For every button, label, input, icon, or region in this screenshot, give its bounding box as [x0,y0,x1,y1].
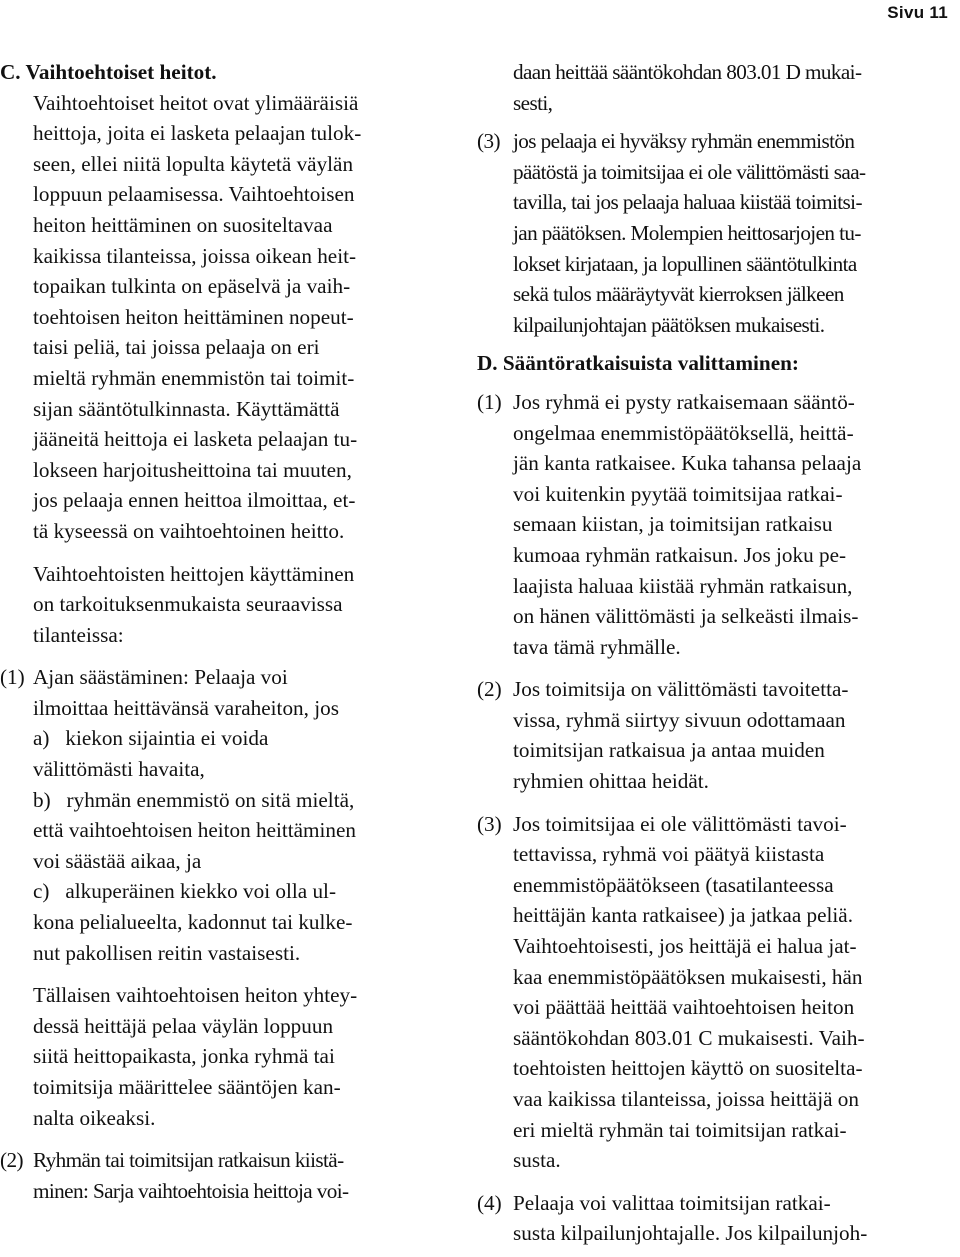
section-d-item-3 [477,809,955,1176]
text-line: susta kilpailunjohtajalle. Jos kilpailunjoh- [513,1221,868,1246]
section-d-item-4 [477,1188,955,1249]
text-line: Jos toimitsijaa ei ole välittömästi tavoi- [513,811,847,836]
text-line: jääneitä heittoja ei lasketa pelaajan tu- [33,427,358,452]
text-line: siitä heittopaikasta, jonka ryhmä tai [33,1044,335,1069]
section-d-item-1-text [513,390,861,659]
text-line: Vaihtoehtoisesti, jos heittäjä ei halua jat- [513,934,857,959]
list-item-1 [0,662,420,968]
text-line: ongelmaa enemmistöpäätöksellä, heittä- [513,420,854,445]
text-line: on tarkoituksenmukaista seuraavissa [33,592,343,617]
text-line: jan päätöksen. Molempien heittosarjojen tu- [513,220,861,245]
text-line: kaa enemmistöpäätöksen mukaisesti, hän [513,964,863,989]
text-line: loppuun pelaamisessa. Vaihtoehtoisen [33,182,355,207]
text-line: eri mieltä ryhmän tai toimitsijan ratkai- [513,1117,847,1142]
text-line: voi päättää heittää vaihtoehtoisen heiton [513,995,855,1020]
text-line: voi kuitenkin pyytää toimitsijaa ratkai- [513,481,843,506]
text-line: lokseen harjoitusheittoina tai muuten, [33,457,352,482]
text-line: susta. [513,1148,561,1173]
text-line: Jos ryhmä ei pysty ratkaisemaan sääntö- [513,389,855,414]
text-line: voi säästää aikaa, ja [33,848,202,873]
right-column [477,57,955,1249]
text-line: tettavissa, ryhmä voi päätyä kiistasta [513,842,825,867]
section-d-item-2-text [513,677,848,793]
text-line: sääntökohdan 803.01 C mukaisesti. Vaih- [513,1025,865,1050]
section-d-item-4-text [513,1191,867,1246]
text-line: c) alkuperäinen kiekko voi olla ul- [33,879,336,904]
list-item-number: (2) [477,677,502,702]
text-line: Pelaaja voi valittaa toimitsijan ratkai- [513,1190,831,1215]
list-item-1-text [33,665,339,720]
list-item-2 [0,1145,420,1206]
text-line: toehtoisten heittojen käyttö on suositelta- [513,1056,863,1081]
text-line: nalta oikeaksi. [33,1105,156,1130]
text-line: toimitsija määrittelee sääntöjen kan- [33,1075,341,1099]
text-line: tilanteissa: [33,622,124,647]
list-item-2-text [33,1148,349,1203]
text-line: tavilla, tai jos pelaaja haluaa kiistää toimitsi- [513,190,862,215]
section-c-intro [0,88,420,547]
text-line: Vaihtoehtoisten heittojen käyttäminen [33,561,355,586]
text-line: ilmoittaa heittävänsä varaheiton, jos [33,695,339,720]
text-line: b) ryhmän enemmistö on sitä mieltä, [33,787,355,812]
text-line: kona pelialueelta, kadonnut tai kulke- [33,910,353,935]
list-item-number: (1) [0,665,25,690]
list-item-number: (1) [477,389,502,414]
text-line: a) kiekon sijaintia ei voida [33,726,269,751]
text-line: seen, ellei niitä lopulta käytetä väylän [33,151,354,176]
text-line: heiton heittäminen on suositeltavaa [33,212,333,237]
text-line: jän kanta ratkaisee. Kuka tahansa pelaaja [513,451,862,476]
sub-item-b [33,785,420,877]
text-line: kaikissa tilanteissa, joissa oikean heit- [33,243,357,268]
text-line: sijan sääntötulkinnasta. Käyttämättä [33,396,340,421]
text-line: heittoja, joita ei lasketa pelaajan tulok- [33,121,362,146]
text-line: laajista haluaa kiistää ryhmän ratkaisun, [513,573,853,598]
text-line: Jos toimitsija on välittömästi tavoitetta- [513,677,849,702]
text-line: vaa kaikissa tilanteissa, joissa heittäjä on [513,1087,859,1111]
text-line: dessä heittäjä pelaa väylän loppuun [33,1013,334,1038]
text-line: Ryhmän tai toimitsijan ratkaisun kiistä- [33,1148,344,1173]
section-d-item-1 [477,387,955,662]
text-line: minen: Sarja vaihtoehtoisia heittoja voi- [33,1178,349,1203]
text-line: tä kyseessä on vaihtoehtoinen heitto. [33,518,345,543]
text-line: heittäjän kanta ratkaisee) ja jatkaa peliä. [513,903,853,928]
text-line: lokset kirjataan, ja lopullinen sääntötulkinta [513,251,857,276]
section-c-usage-intro [0,559,420,651]
sub-item-c [33,876,420,968]
text-line: nut pakollisen reitin vastaisesti. [33,940,301,965]
text-line: jos pelaaja ei hyväksy ryhmän enemmistön [513,129,855,154]
text-line: välittömästi havaita, [33,757,205,782]
list-item-3 [477,126,955,340]
section-d-item-3-text [513,812,865,1173]
text-line: jos pelaaja ennen heittoa ilmoittaa, et- [33,488,356,513]
section-c-heading: C. Vaihtoehtoiset heitot. [0,60,217,84]
list-item-3-text [513,129,865,337]
text-line: että vaihtoehtoisen heiton heittäminen [33,818,357,843]
text-line: sesti, [513,90,553,115]
text-line: kilpailunjohtajan päätöksen mukaisesti. [513,312,825,337]
text-line: toehtoisen heiton heittäminen nopeut- [33,304,354,329]
text-line: topaikan tulkinta on epäselvä ja vaih- [33,274,351,299]
text-line: enemmistöpäätökseen (tasatilanteessa [513,872,834,897]
page-number: Sivu 11 [887,3,948,22]
text-line: kumoaa ryhmän ratkaisun. Jos joku pe- [513,542,847,567]
text-line: sekä tulos määräytyvät kierroksen jälkeen [513,282,844,307]
list-item-number: (2) [0,1148,23,1173]
text-line: toimitsijan ratkaisua ja antaa muiden [513,738,825,763]
text-line: päätöstä ja toimitsijaa ei ole välittömästi saa- [513,159,866,184]
list-item-number: (3) [477,811,502,836]
text-line: on hänen välittömästi ja selkeästi ilmais- [513,604,859,629]
section-d-item-2 [477,674,955,796]
text-line: vissa, ryhmä siirtyy sivuun odottamaan [513,707,846,732]
sub-item-a [33,723,420,784]
list-item-number: (4) [477,1190,502,1215]
text-line: mieltä ryhmän enemmistön tai toimit- [33,365,355,390]
text-line: Ajan säästäminen: Pelaaja voi [33,665,288,690]
section-d-heading: D. Sääntöratkaisuista valittaminen: [477,351,799,376]
list-item-number: (3) [477,129,500,154]
text-line: taisi peliä, tai joissa pelaaja on eri [33,335,320,360]
text-line: Vaihtoehtoiset heitot ovat ylimääräisiä [33,90,359,115]
text-line: tava tämä ryhmälle. [513,634,681,659]
text-line: Tällaisen vaihtoehtoisen heiton yhtey- [33,983,358,1008]
list-item-2-continued [477,57,955,118]
text-line: ryhmien ohittaa heidät. [513,769,709,794]
section-c-note [0,980,420,1133]
left-column [0,57,420,1206]
text-line: semaan kiistan, ja toimitsijan ratkaisu [513,512,833,537]
text-line: daan heittää sääntökohdan 803.01 D mukai- [513,60,862,84]
